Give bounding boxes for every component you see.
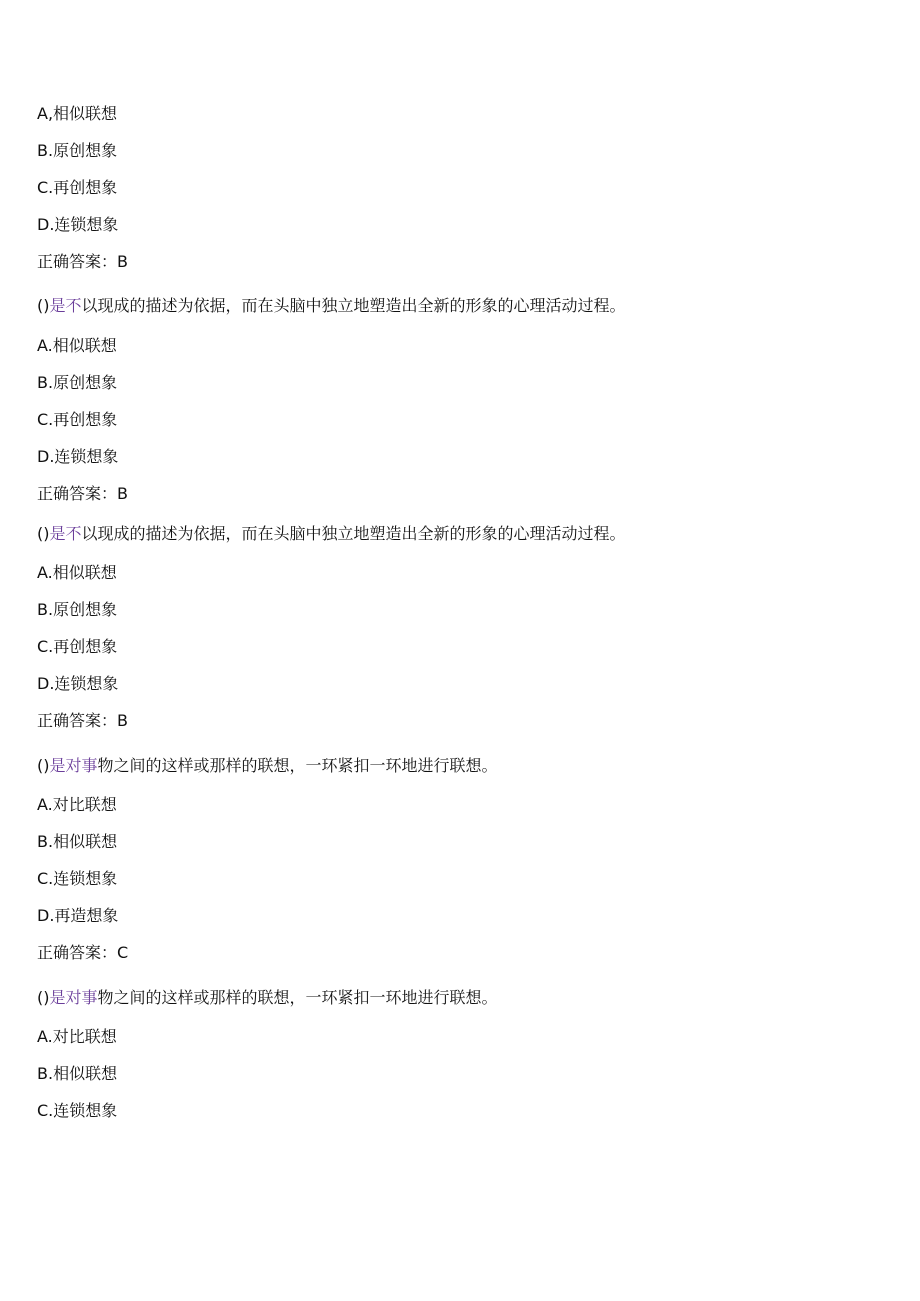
correct-answer: 正确答案：C: [37, 943, 129, 962]
option-d: D.连锁想象: [37, 447, 119, 466]
correct-answer: 正确答案：B: [37, 252, 128, 271]
question-highlight: 是不: [49, 296, 82, 315]
option-b: B.相似联想: [37, 1064, 118, 1083]
option-a: A.对比联想: [37, 795, 117, 814]
option-c: C.再创想象: [37, 178, 118, 197]
option-c: C.再创想象: [37, 637, 118, 656]
question-prefix: (): [37, 296, 50, 315]
question-body: 物之间的这样或那样的联想，一环紧扣一环地进行联想。: [97, 988, 498, 1007]
option-d: D.连锁想象: [37, 215, 119, 234]
correct-answer: 正确答案：B: [37, 484, 128, 503]
question-body: 物之间的这样或那样的联想，一环紧扣一环地进行联想。: [97, 756, 498, 775]
option-b: B.相似联想: [37, 832, 118, 851]
question-prefix: (): [37, 756, 50, 775]
option-b: B.原创想象: [37, 373, 118, 392]
option-c: C.再创想象: [37, 410, 118, 429]
question-highlight: 是不: [49, 524, 82, 543]
question-prefix: (): [37, 524, 50, 543]
option-a: A,相似联想: [37, 104, 118, 123]
option-b: B.原创想象: [37, 600, 118, 619]
question-text: [37, 296, 626, 316]
question-body: 以现成的描述为依据，而在头脑中独立地塑造出全新的形象的心理活动过程。: [81, 524, 626, 543]
question-body: 以现成的描述为依据，而在头脑中独立地塑造出全新的形象的心理活动过程。: [81, 296, 626, 315]
question-text: [37, 988, 498, 1008]
option-c: C.连锁想象: [37, 1101, 118, 1120]
correct-answer: 正确答案：B: [37, 711, 128, 730]
question-prefix: (): [37, 988, 50, 1007]
option-b: B.原创想象: [37, 141, 118, 160]
question-text: [37, 524, 626, 544]
question-highlight: 是对事: [49, 756, 98, 775]
option-a: A.对比联想: [37, 1027, 117, 1046]
option-a: A.相似联想: [37, 563, 117, 582]
question-highlight: 是对事: [49, 988, 98, 1007]
option-c: C.连锁想象: [37, 869, 118, 888]
option-a: A.相似联想: [37, 336, 117, 355]
option-d: D.连锁想象: [37, 674, 119, 693]
question-text: [37, 756, 498, 776]
option-d: D.再造想象: [37, 906, 119, 925]
